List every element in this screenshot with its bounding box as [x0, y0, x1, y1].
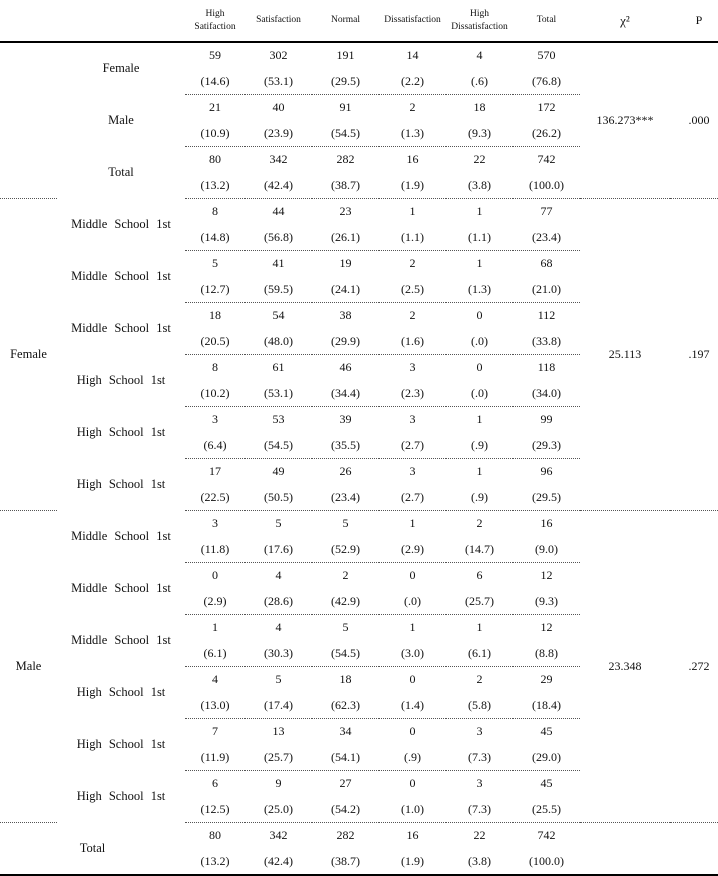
percent-cell: (1.3) — [446, 277, 513, 303]
count-cell: 172 — [537, 100, 556, 114]
group-label: Female — [0, 199, 57, 511]
percent-cell: (5.8) — [446, 693, 513, 719]
count-cell: 2 — [409, 100, 416, 114]
table-row — [0, 199, 718, 225]
count-cell: 16 — [540, 516, 553, 530]
footer-blank-chi — [580, 823, 670, 876]
percent-cell: (54.5) — [312, 641, 379, 667]
percent-cell: (22.5) — [185, 485, 245, 511]
percent-cell: (2.3) — [379, 381, 446, 407]
count-cell: 3 — [476, 724, 483, 738]
count-cell: 302 — [269, 48, 288, 62]
row-label: Male — [108, 113, 134, 127]
count-cell: 118 — [537, 360, 556, 374]
percent-cell: (25.7) — [446, 589, 513, 615]
p-value: .197 — [670, 199, 718, 511]
row-label: Total — [108, 165, 134, 179]
count-cell: 8 — [212, 360, 218, 374]
row-label: High School 1st — [76, 789, 166, 803]
percent-cell: (10.9) — [185, 121, 245, 147]
count-cell: 1 — [476, 256, 483, 270]
row-label: High School 1st — [76, 425, 166, 439]
count-cell: 96 — [540, 464, 553, 478]
percent-cell: (1.1) — [446, 225, 513, 251]
count-cell: 6 — [212, 776, 218, 790]
count-cell: 61 — [272, 360, 285, 374]
count-cell: 18 — [209, 308, 221, 322]
percent-cell: (59.5) — [245, 277, 312, 303]
count-cell: 4 — [212, 672, 218, 686]
header-row — [0, 0, 718, 42]
percent-cell: (6.1) — [446, 641, 513, 667]
percent-cell: (2.9) — [379, 537, 446, 563]
percent-cell: (2.9) — [185, 589, 245, 615]
percent-cell: (14.8) — [185, 225, 245, 251]
count-cell: 3 — [409, 412, 416, 426]
count-cell: 1 — [409, 516, 416, 530]
count-cell: 53 — [272, 412, 285, 426]
count-cell: 12 — [540, 620, 553, 634]
percent-cell: (76.8) — [513, 69, 580, 95]
count-cell: 21 — [209, 100, 221, 114]
count-cell: 282 — [336, 152, 355, 166]
chi-square-value: 23.348 — [580, 511, 670, 823]
percent-cell: (11.8) — [185, 537, 245, 563]
count-cell: 0 — [409, 776, 416, 790]
percent-cell: (23.9) — [245, 121, 312, 147]
percent-cell: (9.0) — [513, 537, 580, 563]
percent-cell: (2.5) — [379, 277, 446, 303]
chi-square-value: 136.273*** — [580, 42, 670, 199]
count-cell: 5 — [212, 256, 218, 270]
count-cell: 1 — [476, 620, 483, 634]
count-cell: 39 — [339, 412, 352, 426]
header-p: P — [670, 0, 718, 42]
percent-cell: (.9) — [446, 433, 513, 459]
percent-cell: (2.7) — [379, 433, 446, 459]
percent-cell: (42.4) — [245, 173, 312, 199]
header-satisfaction: Satisfaction — [245, 0, 312, 42]
percent-cell: (17.4) — [245, 693, 312, 719]
count-cell: 16 — [406, 828, 419, 842]
percent-cell: (14.7) — [446, 537, 513, 563]
count-cell: 54 — [272, 308, 285, 322]
percent-cell: (2.2) — [379, 69, 446, 95]
percent-cell: (1.0) — [379, 797, 446, 823]
count-cell: 19 — [339, 256, 352, 270]
count-cell: 2 — [476, 516, 483, 530]
count-cell: 4 — [275, 568, 282, 582]
count-cell: 0 — [409, 568, 416, 582]
total-row — [0, 823, 718, 849]
percent-cell: (.0) — [446, 381, 513, 407]
percent-cell: (56.8) — [245, 225, 312, 251]
percent-cell: (14.6) — [185, 69, 245, 95]
count-cell: 0 — [476, 308, 483, 322]
count-cell: 9 — [275, 776, 282, 790]
count-cell: 342 — [269, 828, 288, 842]
count-cell: 742 — [537, 828, 556, 842]
count-cell: 5 — [342, 620, 349, 634]
count-cell: 1 — [409, 204, 416, 218]
percent-cell: (3.0) — [379, 641, 446, 667]
header-blank-1 — [0, 0, 57, 42]
percent-cell: (25.5) — [513, 797, 580, 823]
percent-cell: (52.9) — [312, 537, 379, 563]
count-cell: 2 — [409, 256, 416, 270]
percent-cell: (13.0) — [185, 693, 245, 719]
percent-cell: (29.5) — [312, 69, 379, 95]
count-cell: 44 — [272, 204, 285, 218]
percent-cell: (100.0) — [513, 173, 580, 199]
percent-cell: (1.9) — [379, 849, 446, 876]
header-chi-square: χ² — [580, 0, 670, 42]
percent-cell: (23.4) — [513, 225, 580, 251]
percent-cell: (42.4) — [245, 849, 312, 876]
percent-cell: (17.6) — [245, 537, 312, 563]
count-cell: 570 — [537, 48, 556, 62]
percent-cell: (34.4) — [312, 381, 379, 407]
header-total: Total — [513, 0, 580, 42]
row-label: Middle School 1st — [71, 529, 171, 543]
count-cell: 1 — [212, 620, 218, 634]
percent-cell: (9.3) — [446, 121, 513, 147]
percent-cell: (25.7) — [245, 745, 312, 771]
percent-cell: (34.0) — [513, 381, 580, 407]
percent-cell: (29.5) — [513, 485, 580, 511]
row-label: High School 1st — [76, 685, 166, 699]
count-cell: 742 — [537, 152, 556, 166]
percent-cell: (13.2) — [185, 173, 245, 199]
count-cell: 3 — [212, 516, 218, 530]
count-cell: 18 — [473, 100, 486, 114]
percent-cell: (6.4) — [185, 433, 245, 459]
row-label: High School 1st — [76, 477, 166, 491]
row-label: Middle School 1st — [71, 217, 171, 231]
count-cell: 0 — [409, 672, 416, 686]
percent-cell: (6.1) — [185, 641, 245, 667]
count-cell: 5 — [275, 672, 282, 686]
percent-cell: (1.4) — [379, 693, 446, 719]
percent-cell: (23.4) — [312, 485, 379, 511]
percent-cell: (29.9) — [312, 329, 379, 355]
percent-cell: (12.5) — [185, 797, 245, 823]
count-cell: 5 — [342, 516, 349, 530]
count-cell: 2 — [342, 568, 349, 582]
header-dissatisfaction: Dissatisfaction — [379, 0, 446, 42]
percent-cell: (29.3) — [513, 433, 580, 459]
percent-cell: (24.1) — [312, 277, 379, 303]
count-cell: 0 — [212, 568, 218, 582]
count-cell: 2 — [409, 308, 416, 322]
percent-cell: (50.5) — [245, 485, 312, 511]
count-cell: 45 — [540, 776, 553, 790]
percent-cell: (1.1) — [379, 225, 446, 251]
row-label: Female — [102, 61, 140, 76]
count-cell: 99 — [540, 412, 553, 426]
count-cell: 4 — [476, 48, 483, 62]
count-cell: 3 — [212, 412, 218, 426]
count-cell: 34 — [339, 724, 352, 738]
percent-cell: (25.0) — [245, 797, 312, 823]
count-cell: 2 — [476, 672, 483, 686]
percent-cell: (21.0) — [513, 277, 580, 303]
percent-cell: (53.1) — [245, 381, 312, 407]
percent-cell: (62.3) — [312, 693, 379, 719]
count-cell: 4 — [275, 620, 282, 634]
percent-cell: (20.5) — [185, 329, 245, 355]
percent-cell: (1.9) — [379, 173, 446, 199]
row-label: Middle School 1st — [71, 321, 171, 335]
percent-cell: (38.7) — [312, 849, 379, 876]
count-cell: 17 — [209, 464, 221, 478]
percent-cell: (.0) — [446, 329, 513, 355]
percent-cell: (26.1) — [312, 225, 379, 251]
percent-cell: (3.8) — [446, 173, 513, 199]
count-cell: 22 — [473, 152, 486, 166]
row-label: High School 1st — [76, 737, 166, 751]
count-cell: 23 — [339, 204, 352, 218]
count-cell: 49 — [272, 464, 285, 478]
percent-cell: (33.8) — [513, 329, 580, 355]
table-row — [0, 511, 718, 537]
count-cell: 27 — [339, 776, 352, 790]
percent-cell: (1.6) — [379, 329, 446, 355]
row-label: High School 1st — [76, 373, 166, 387]
p-value: .000 — [670, 42, 718, 199]
count-cell: 68 — [540, 256, 553, 270]
percent-cell: (26.2) — [513, 121, 580, 147]
percent-cell: (11.9) — [185, 745, 245, 771]
count-cell: 77 — [540, 204, 553, 218]
percent-cell: (100.0) — [513, 849, 580, 876]
percent-cell: (.9) — [379, 745, 446, 771]
table-body — [0, 42, 718, 875]
header-high-satisfaction: High Satifaction — [185, 0, 245, 42]
count-cell: 38 — [339, 308, 352, 322]
table-row — [0, 42, 718, 69]
percent-cell: (30.3) — [245, 641, 312, 667]
row-label: Middle School 1st — [71, 269, 171, 283]
percent-cell: (8.8) — [513, 641, 580, 667]
count-cell: 45 — [540, 724, 553, 738]
count-cell: 14 — [406, 48, 419, 62]
group-label: Male — [0, 511, 57, 823]
count-cell: 29 — [540, 672, 553, 686]
percent-cell: (7.3) — [446, 745, 513, 771]
count-cell: 282 — [336, 828, 355, 842]
count-cell: 5 — [275, 516, 282, 530]
count-cell: 16 — [406, 152, 419, 166]
header-blank-2 — [57, 0, 185, 42]
count-cell: 1 — [409, 620, 416, 634]
count-cell: 3 — [409, 464, 416, 478]
count-cell: 18 — [339, 672, 352, 686]
percent-cell: (9.3) — [513, 589, 580, 615]
count-cell: 1 — [476, 412, 483, 426]
percent-cell: (2.7) — [379, 485, 446, 511]
count-cell: 3 — [476, 776, 483, 790]
percent-cell: (.0) — [379, 589, 446, 615]
count-cell: 342 — [269, 152, 288, 166]
count-cell: 91 — [339, 100, 352, 114]
count-cell: 7 — [212, 724, 218, 738]
row-label: Middle School 1st — [71, 633, 171, 647]
percent-cell: (10.2) — [185, 381, 245, 407]
count-cell: 1 — [476, 464, 483, 478]
count-cell: 40 — [272, 100, 285, 114]
row-label: Middle School 1st — [71, 581, 171, 595]
count-cell: 41 — [272, 256, 285, 270]
p-value: .272 — [670, 511, 718, 823]
percent-cell: (1.3) — [379, 121, 446, 147]
percent-cell: (3.8) — [446, 849, 513, 876]
percent-cell: (.6) — [446, 69, 513, 95]
percent-cell: (42.9) — [312, 589, 379, 615]
percent-cell: (53.1) — [245, 69, 312, 95]
percent-cell: (7.3) — [446, 797, 513, 823]
total-label: Total — [0, 823, 185, 876]
count-cell: 112 — [537, 308, 556, 322]
count-cell: 80 — [209, 828, 221, 842]
count-cell: 26 — [339, 464, 352, 478]
percent-cell: (28.6) — [245, 589, 312, 615]
chi-square-value: 25.113 — [580, 199, 670, 511]
percent-cell: (54.2) — [312, 797, 379, 823]
count-cell: 80 — [209, 152, 221, 166]
count-cell: 0 — [409, 724, 416, 738]
count-cell: 3 — [409, 360, 416, 374]
count-cell: 1 — [476, 204, 483, 218]
percent-cell: (12.7) — [185, 277, 245, 303]
count-cell: 6 — [476, 568, 483, 582]
count-cell: 12 — [540, 568, 553, 582]
count-cell: 46 — [339, 360, 352, 374]
count-cell: 22 — [473, 828, 486, 842]
footer-blank-p — [670, 823, 718, 876]
count-cell: 59 — [209, 48, 221, 62]
percent-cell: (54.5) — [312, 121, 379, 147]
percent-cell: (13.2) — [185, 849, 245, 876]
percent-cell: (18.4) — [513, 693, 580, 719]
header-normal: Normal — [312, 0, 379, 42]
percent-cell: (54.5) — [245, 433, 312, 459]
percent-cell: (29.0) — [513, 745, 580, 771]
group-label — [0, 42, 57, 199]
percent-cell: (38.7) — [312, 173, 379, 199]
count-cell: 8 — [212, 204, 218, 218]
percent-cell: (.9) — [446, 485, 513, 511]
percent-cell: (54.1) — [312, 745, 379, 771]
count-cell: 13 — [272, 724, 285, 738]
count-cell: 0 — [476, 360, 483, 374]
percent-cell: (35.5) — [312, 433, 379, 459]
percent-cell: (48.0) — [245, 329, 312, 355]
header-high-dissatisfaction: High Dissatisfaction — [446, 0, 513, 42]
count-cell: 191 — [336, 48, 355, 62]
